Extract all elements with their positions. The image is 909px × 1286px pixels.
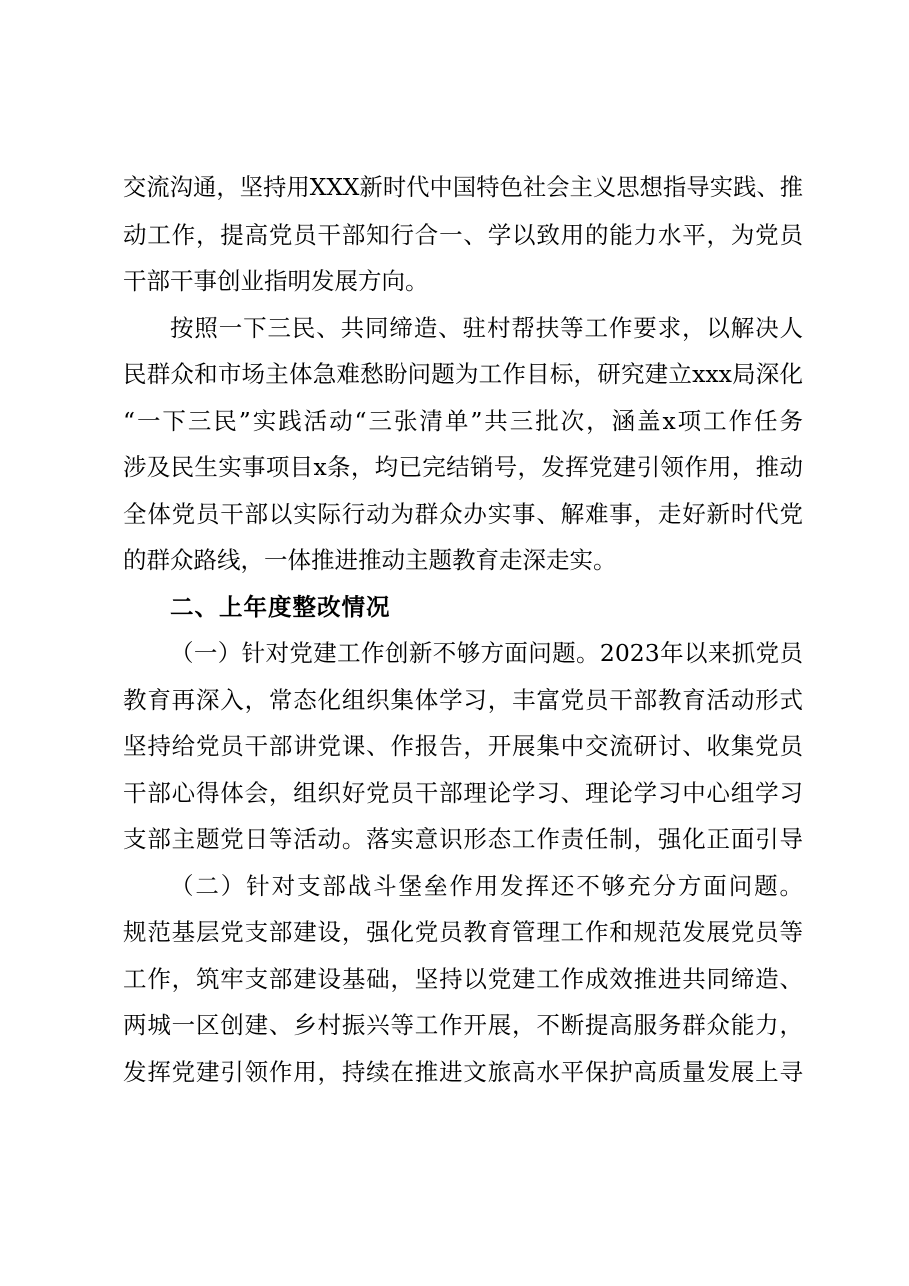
text-line: 的群众路线，一体推进推动主题教育走深走实。 <box>123 546 617 574</box>
text-line: 交流沟通，坚持用XXX新时代中国特色社会主义思想指导实践、推 <box>123 174 803 201</box>
text-line: “一下三民”实践活动“三张清单”共三批次，涵盖x项工作任务 <box>123 406 803 435</box>
text-line: 干部干事创业指明发展方向。 <box>123 267 429 295</box>
document-body <box>123 165 803 1095</box>
paragraph-start-line: 按照一下三民、共同缔造、驻村帮扶等工作要求，以解决人 <box>170 313 803 342</box>
paragraph-start-line: （二）针对支部战斗堡垒作用发挥还不够充分方面问题。 <box>170 871 803 900</box>
text-line: 坚持给党员干部讲党课、作报告，开展集中交流研讨、收集党员 <box>123 732 803 760</box>
text-line: 全体党员干部以实际行动为群众办实事、解难事，走好新时代党 <box>123 499 803 528</box>
text-line: 涉及民生实事项目x条，均已完结销号，发挥党建引领作用，推动 <box>123 453 803 481</box>
text-line: 民群众和市场主体急难愁盼问题为工作目标，研究建立xxx局深化 <box>123 360 803 388</box>
paragraph-start-line: （一）针对党建工作创新不够方面问题。2023年以来抓党员 <box>170 639 803 667</box>
text-line: 两城一区创建、乡村振兴等工作开展，不断提高服务群众能力， <box>123 1011 803 1039</box>
text-line: 干部心得体会，组织好党员干部理论学习、理论学习中心组学习 <box>123 778 803 807</box>
text-line: 教育再深入，常态化组织集体学习，丰富党员干部教育活动形式 <box>123 685 803 714</box>
text-line: 支部主题党日等活动。落实意识形态工作责任制，强化正面引导 <box>123 825 803 853</box>
text-line: 工作，筑牢支部建设基础，坚持以党建工作成效推进共同缔造、 <box>123 964 803 993</box>
text-line: 规范基层党支部建设，强化党员教育管理工作和规范发展党员等 <box>123 918 803 946</box>
text-line: 发挥党建引领作用，持续在推进文旅高水平保护高质量发展上寻 <box>123 1057 803 1086</box>
text-line: 动工作，提高党员干部知行合一、学以致用的能力水平，为党员 <box>123 220 803 249</box>
section-heading: 二、上年度整改情况 <box>170 592 391 621</box>
